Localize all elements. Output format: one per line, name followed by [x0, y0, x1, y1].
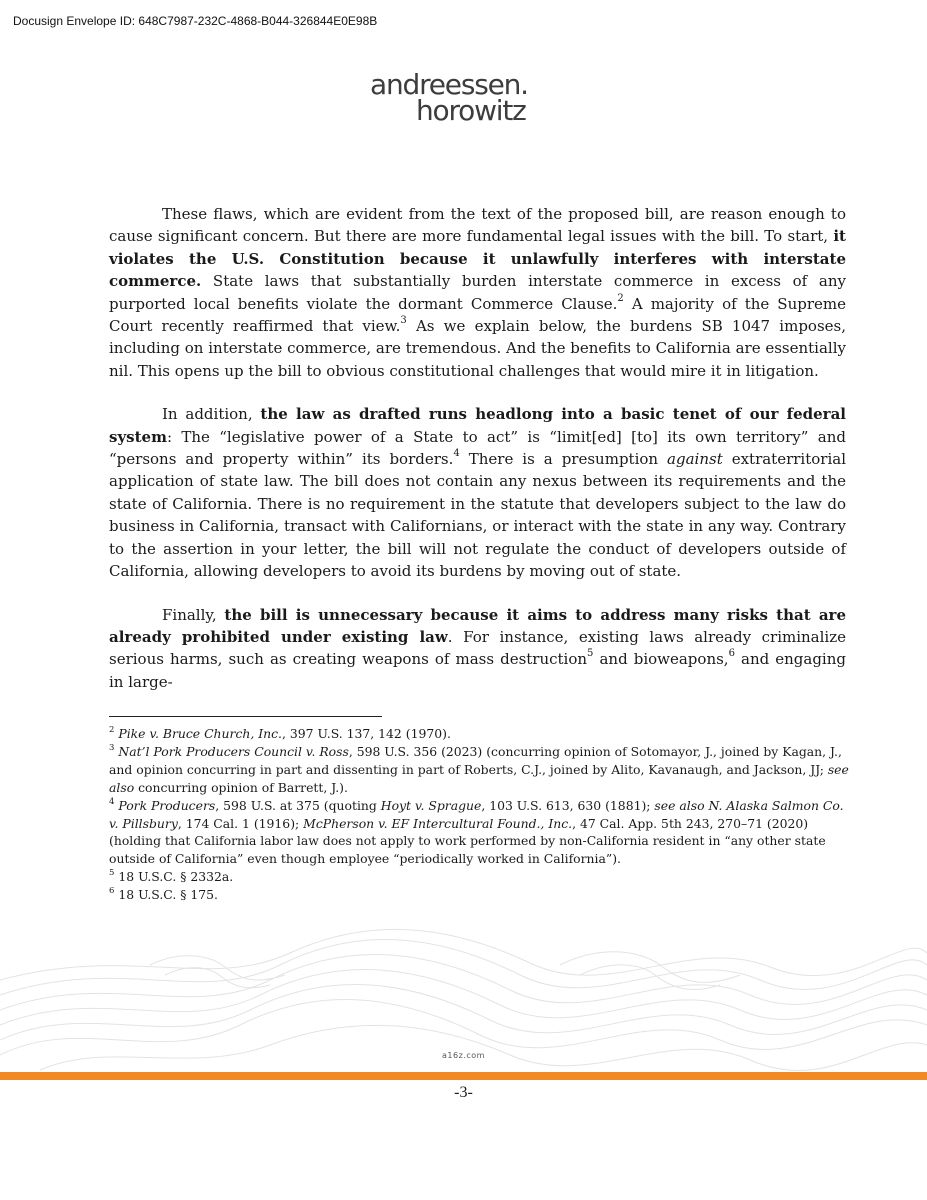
italic-text: against — [667, 450, 723, 469]
text: A majority of the Supreme Court recently reaffirmed that view. — [109, 294, 846, 336]
footnote-number: 5 — [109, 868, 115, 879]
footnote-2 — [109, 725, 849, 743]
footnote-number: 4 — [109, 796, 115, 807]
text: , 598 U.S. 356 (2023) (concurring opinion of Sotomayor, J., joined by Kagan, J., and opinion concurring in part and dissenting in part of Roberts, C.J., joined by Alito, Kavanaugh, and Jackson, JJ; — [109, 743, 842, 777]
text: These flaws, which are evident from the text of the proposed bill, are reason enough to cause significant concern. But there are more fundamental legal issues with the bill. To start, — [109, 205, 846, 246]
footnote-ref-2[interactable]: 2 — [617, 292, 624, 304]
footnote-ref-3[interactable]: 3 — [400, 315, 407, 327]
text: , 174 Cal. 1 (1916); — [177, 815, 304, 831]
italic-text: see also — [109, 761, 849, 795]
page-number: -3- — [454, 1084, 473, 1101]
text: and bioweapons, — [593, 650, 729, 669]
text: , 397 U.S. 137, 142 (1970). — [282, 726, 451, 741]
footnote-4 — [109, 797, 849, 869]
italic-text: Pork Producers — [118, 797, 216, 813]
footnote-ref-6[interactable]: 6 — [728, 648, 735, 660]
logo-line-2: horowitz — [416, 94, 526, 127]
italic-text: McPherson v. EF Intercultural Found., Inc. — [303, 815, 573, 831]
andreessen-horowitz-logo — [370, 68, 560, 127]
letter-body — [109, 203, 846, 714]
text: and engaging in large- — [109, 650, 846, 691]
text: extraterritorial application of state law. The bill does not contain any nexus between its requirements and the state of California. There is no requirement in the statute that developers subject to the law do business in California, transact with Californians, or interact with the state in any way. Contrary to the assertion in your letter, the bill will not regulate the conduct of developers outside of California, allowing developers to avoid its burdens by moving out of state. — [109, 450, 846, 581]
footnote-divider — [109, 716, 382, 717]
text: There is a presumption — [459, 450, 668, 469]
text: , 598 U.S. at 375 (quoting — [215, 797, 381, 813]
text: : The “legislative power of a State to act” is “limit[ed] [to] its own territory” and “persons and property within” its borders. — [109, 427, 846, 469]
text: 18 U.S.C. § 2332a. — [114, 869, 234, 885]
text: , 103 U.S. 613, 630 (1881); — [481, 797, 655, 813]
footnote-3 — [109, 743, 849, 797]
footnote-number: 6 — [109, 886, 115, 897]
footnote-ref-5[interactable]: 5 — [587, 648, 594, 660]
text: Finally, — [162, 605, 225, 624]
italic-text: Hoyt v. Sprague — [380, 797, 482, 813]
footnote-5 — [109, 868, 849, 886]
italic-text: see also N. Alaska Salmon Co. v. Pillsbury — [109, 797, 844, 831]
footnote-number: 3 — [109, 742, 115, 753]
italic-text: Nat’l Pork Producers Council v. Ross — [118, 743, 349, 759]
text: As we explain below, the burdens SB 1047 imposes, including on interstate commerce, are tremendous. And the benefits to California are essentially nil. This opens up the bill to obvious constitutional challenges that would mire it in litigation. — [109, 317, 846, 380]
docusign-envelope-id: Docusign Envelope ID: 648C7987-232C-4868-B044-326844E0E98B — [13, 14, 378, 28]
paragraph-federal-system — [109, 403, 846, 582]
text: State laws that substantially burden interstate commerce in excess of any purported local benefits violate the dormant Commerce Clause. — [109, 272, 846, 313]
paragraph-unnecessary — [109, 604, 846, 694]
topographic-background-pattern — [0, 905, 927, 1075]
footnote-6 — [109, 886, 849, 904]
text: , 47 Cal. App. 5th 243, 270–71 (2020) (holding that California labor law does not apply to work performed by non-California resident in “any other state outside of California” even though employee “periodically worked in California”). — [109, 815, 826, 867]
footer-orange-bar — [0, 1072, 927, 1080]
bold-text: the bill is unnecessary because it aims to address many risks that are already prohibited under existing law — [109, 605, 846, 646]
logo-line-1: andreessen. — [370, 68, 528, 101]
text: concurring opinion of Barrett, J.). — [134, 779, 348, 795]
a16z-site-url: a16z.com — [442, 1051, 485, 1060]
italic-text: Pike v. Bruce Church, Inc. — [118, 726, 282, 741]
footnote-number: 2 — [109, 724, 115, 735]
text: 18 U.S.C. § 175. — [114, 887, 218, 903]
bold-text: the law as drafted runs headlong into a basic tenet of our federal system — [109, 405, 846, 446]
bold-text: it violates the U.S. Constitution because it unlawfully interferes with interstate commerce. — [109, 227, 846, 291]
text: In addition, — [162, 405, 261, 424]
text: . For instance, existing laws already criminalize serious harms, such as creating weapons of mass destruction — [109, 627, 846, 669]
footnote-ref-4[interactable]: 4 — [453, 448, 460, 460]
paragraph-commerce-clause — [109, 203, 846, 382]
footnotes — [109, 725, 849, 904]
